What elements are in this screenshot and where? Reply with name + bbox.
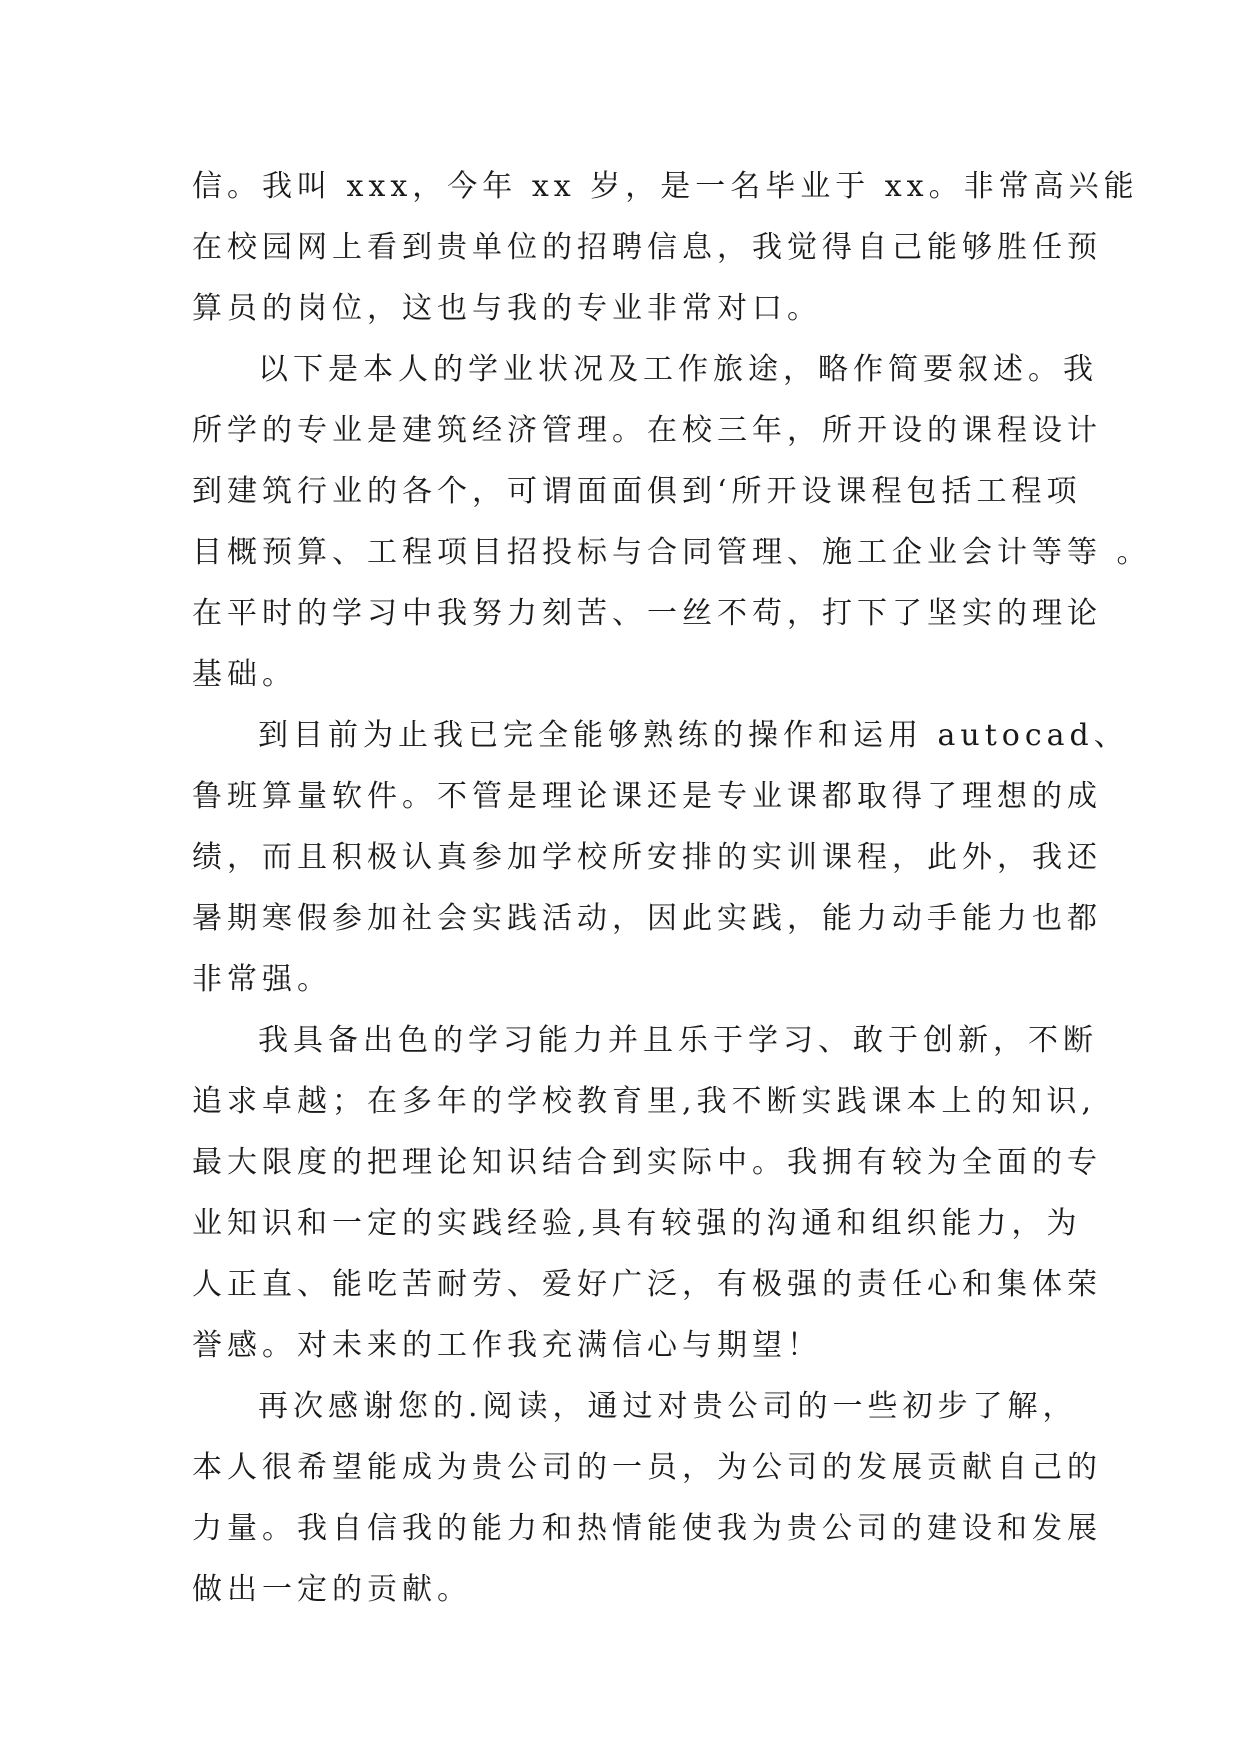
text-line: 鲁班算量软件。不管是理论课还是专业课都取得了理想的成 [192,779,1102,814]
text-line: 在校园网上看到贵单位的招聘信息，我觉得自己能够胜任预 [192,230,1102,265]
text-line: 做出一定的贡献。 [192,1572,472,1607]
text-line: 本人很希望能成为贵公司的一员，为公司的发展贡献自己的 [192,1450,1102,1485]
text-line: 暑期寒假参加社会实践活动，因此实践，能力动手能力也都 [192,901,1102,936]
text-line: 绩，而且积极认真参加学校所安排的实训课程，此外，我还 [192,840,1102,875]
text-line: 非常强。 [192,962,332,997]
text-line: 在平时的学习中我努力刻苦、一丝不苟，打下了坚实的理论 [192,596,1102,631]
text-line: 到建筑行业的各个，可谓面面俱到‘所开设课程包括工程项 [192,474,1082,509]
text-line: 目概预算、工程项目招投标与合同管理、施工企业会计等等 。 [192,535,1152,570]
text-line: 算员的岗位，这也与我的专业非常对口。 [192,291,822,326]
text-line: 业知识和一定的实践经验,具有较强的沟通和组织能力，为 [192,1206,1082,1241]
text-line: 到目前为止我已完全能够熟练的操作和运用 autocad、 [258,718,1129,753]
text-line: 力量。我自信我的能力和热情能使我为贵公司的建设和发展 [192,1511,1102,1546]
text-line: 以下是本人的学业状况及工作旅途，略作简要叙述。我 [258,352,1098,387]
text-line: 我具备出色的学习能力并且乐于学习、敢于创新，不断 [258,1023,1098,1058]
letter-body [192,156,1152,1620]
text-line: 所学的专业是建筑经济管理。在校三年，所开设的课程设计 [192,413,1102,448]
text-line: 信。我叫 xxx，今年 xx 岁，是一名毕业于 xx。非常高兴能 [192,169,1139,204]
text-line: 最大限度的把理论知识结合到实际中。我拥有较为全面的专 [192,1145,1102,1180]
text-line: 誉感。对未来的工作我充满信心与期望！ [192,1328,822,1363]
text-line: 基础。 [192,657,297,692]
text-line: 再次感谢您的.阅读，通过对贵公司的一些初步了解， [258,1389,1078,1424]
text-line: 追求卓越；在多年的学校教育里,我不断实践课本上的知识, [192,1084,1097,1119]
text-line: 人正直、能吃苦耐劳、爱好广泛，有极强的责任心和集体荣 [192,1267,1102,1302]
